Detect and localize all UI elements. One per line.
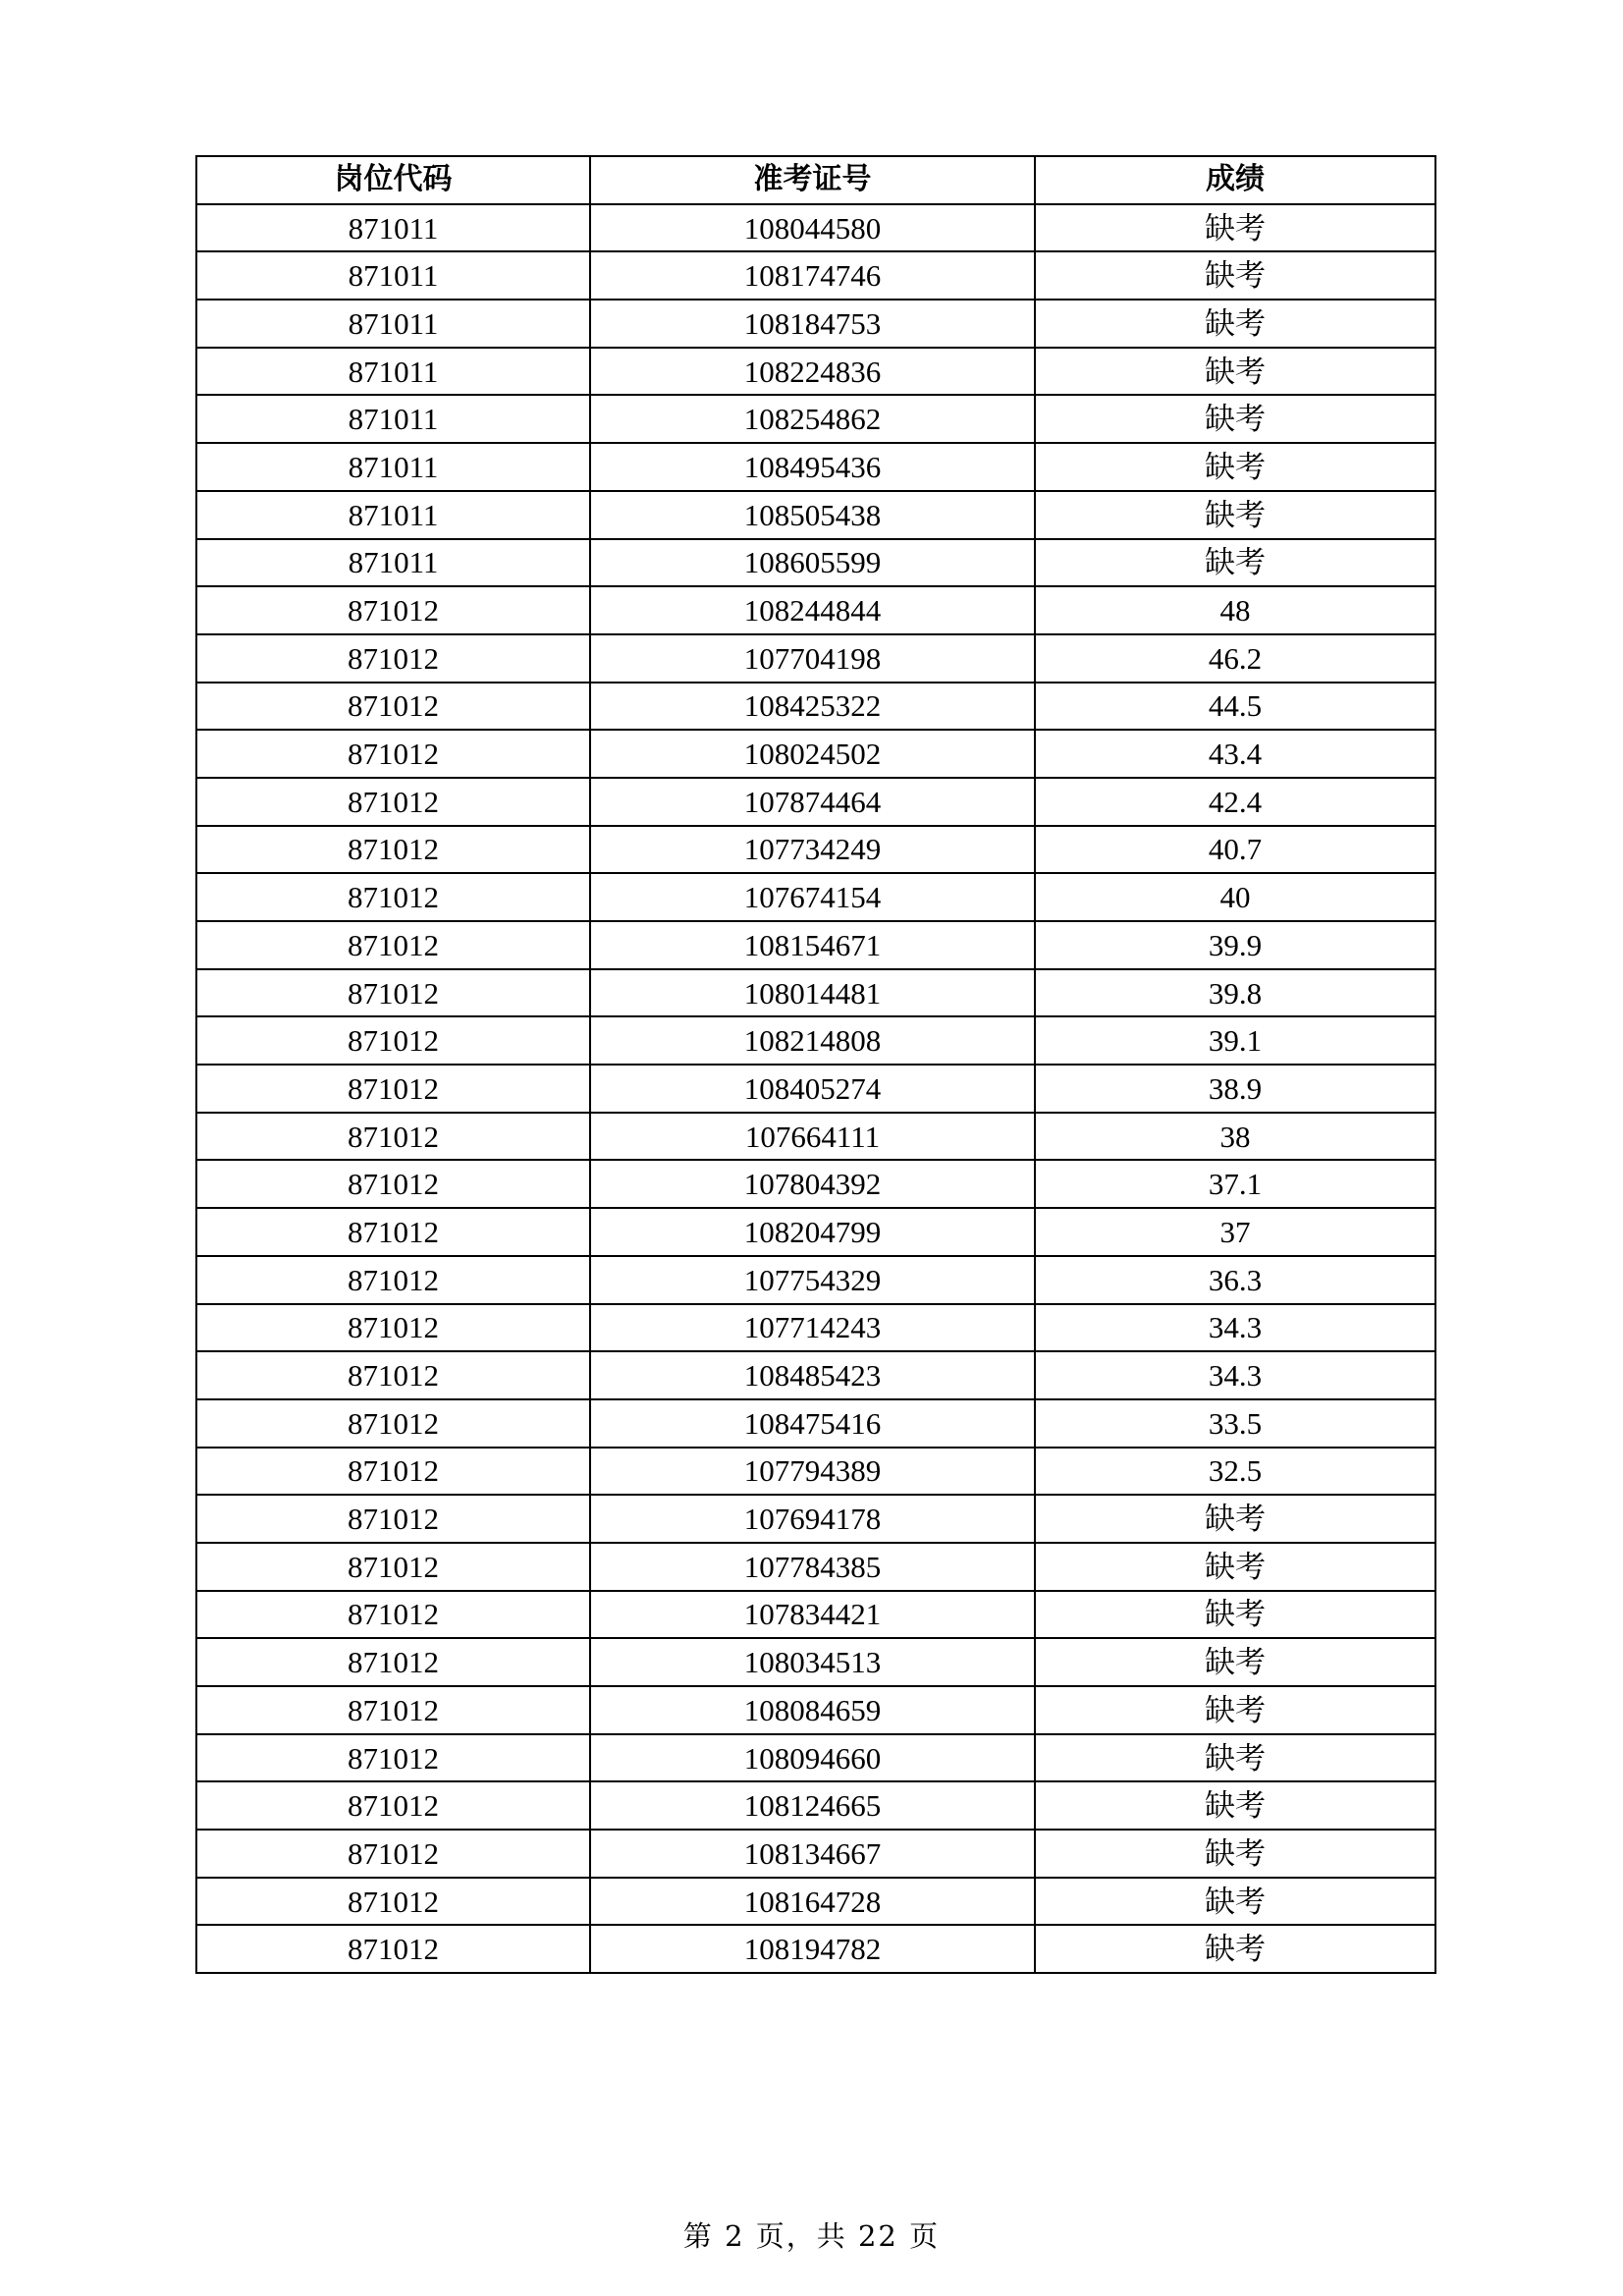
score-cell: 缺考 bbox=[1035, 204, 1435, 252]
score-cell: 缺考 bbox=[1035, 348, 1435, 396]
table-row bbox=[196, 491, 1435, 539]
post-code-cell: 871012 bbox=[196, 1495, 590, 1543]
ticket-number-cell: 108194782 bbox=[590, 1925, 1035, 1973]
table-row bbox=[196, 539, 1435, 587]
ticket-number-cell: 108204799 bbox=[590, 1208, 1035, 1256]
table-row bbox=[196, 1208, 1435, 1256]
post-code-cell: 871012 bbox=[196, 1543, 590, 1591]
score-cell: 32.5 bbox=[1035, 1448, 1435, 1496]
table-row bbox=[196, 1448, 1435, 1496]
ticket-number-cell: 108164728 bbox=[590, 1878, 1035, 1926]
table-row bbox=[196, 1304, 1435, 1352]
score-cell: 34.3 bbox=[1035, 1351, 1435, 1399]
table-row bbox=[196, 1638, 1435, 1686]
ticket-number-cell: 108475416 bbox=[590, 1399, 1035, 1448]
ticket-number-cell: 108485423 bbox=[590, 1351, 1035, 1399]
ticket-number-cell: 107704198 bbox=[590, 634, 1035, 683]
table-row bbox=[196, 683, 1435, 731]
score-cell: 缺考 bbox=[1035, 491, 1435, 539]
table-row bbox=[196, 1543, 1435, 1591]
table-row bbox=[196, 395, 1435, 443]
score-cell: 46.2 bbox=[1035, 634, 1435, 683]
post-code-cell: 871012 bbox=[196, 1734, 590, 1782]
ticket-number-cell: 107694178 bbox=[590, 1495, 1035, 1543]
score-cell: 39.8 bbox=[1035, 969, 1435, 1017]
ticket-number-cell: 108505438 bbox=[590, 491, 1035, 539]
header-score: 成绩 bbox=[1035, 156, 1435, 204]
post-code-cell: 871012 bbox=[196, 1925, 590, 1973]
ticket-number-cell: 107664111 bbox=[590, 1113, 1035, 1161]
ticket-number-cell: 107714243 bbox=[590, 1304, 1035, 1352]
score-cell: 缺考 bbox=[1035, 1734, 1435, 1782]
ticket-number-cell: 108605599 bbox=[590, 539, 1035, 587]
header-post-code: 岗位代码 bbox=[196, 156, 590, 204]
table-row bbox=[196, 1734, 1435, 1782]
table-body bbox=[196, 204, 1435, 1973]
score-cell: 39.1 bbox=[1035, 1016, 1435, 1065]
post-code-cell: 871011 bbox=[196, 491, 590, 539]
ticket-number-cell: 108014481 bbox=[590, 969, 1035, 1017]
post-code-cell: 871012 bbox=[196, 826, 590, 874]
table-row bbox=[196, 1065, 1435, 1113]
ticket-number-cell: 108034513 bbox=[590, 1638, 1035, 1686]
score-cell: 缺考 bbox=[1035, 1686, 1435, 1734]
table-row bbox=[196, 1591, 1435, 1639]
table-row bbox=[196, 634, 1435, 683]
table-row bbox=[196, 1686, 1435, 1734]
score-cell: 缺考 bbox=[1035, 1830, 1435, 1878]
table-row bbox=[196, 826, 1435, 874]
table-row bbox=[196, 1495, 1435, 1543]
ticket-number-cell: 107804392 bbox=[590, 1160, 1035, 1208]
table-row bbox=[196, 873, 1435, 921]
score-table bbox=[195, 155, 1436, 1974]
ticket-number-cell: 107874464 bbox=[590, 778, 1035, 826]
table-row bbox=[196, 1113, 1435, 1161]
post-code-cell: 871012 bbox=[196, 1591, 590, 1639]
post-code-cell: 871012 bbox=[196, 1878, 590, 1926]
post-code-cell: 871011 bbox=[196, 395, 590, 443]
post-code-cell: 871011 bbox=[196, 204, 590, 252]
score-cell: 34.3 bbox=[1035, 1304, 1435, 1352]
ticket-number-cell: 108214808 bbox=[590, 1016, 1035, 1065]
score-cell: 缺考 bbox=[1035, 1878, 1435, 1926]
table-row bbox=[196, 204, 1435, 252]
score-cell: 43.4 bbox=[1035, 730, 1435, 778]
score-cell: 缺考 bbox=[1035, 300, 1435, 348]
ticket-number-cell: 107734249 bbox=[590, 826, 1035, 874]
table-row bbox=[196, 1160, 1435, 1208]
post-code-cell: 871012 bbox=[196, 1256, 590, 1304]
score-cell: 缺考 bbox=[1035, 1591, 1435, 1639]
score-cell: 37 bbox=[1035, 1208, 1435, 1256]
score-cell: 缺考 bbox=[1035, 443, 1435, 491]
ticket-number-cell: 108154671 bbox=[590, 921, 1035, 969]
score-cell: 44.5 bbox=[1035, 683, 1435, 731]
ticket-number-cell: 107674154 bbox=[590, 873, 1035, 921]
post-code-cell: 871012 bbox=[196, 683, 590, 731]
score-cell: 39.9 bbox=[1035, 921, 1435, 969]
post-code-cell: 871011 bbox=[196, 539, 590, 587]
score-cell: 33.5 bbox=[1035, 1399, 1435, 1448]
ticket-number-cell: 108094660 bbox=[590, 1734, 1035, 1782]
score-cell: 37.1 bbox=[1035, 1160, 1435, 1208]
table-row bbox=[196, 1830, 1435, 1878]
post-code-cell: 871012 bbox=[196, 1781, 590, 1830]
post-code-cell: 871012 bbox=[196, 1113, 590, 1161]
post-code-cell: 871011 bbox=[196, 348, 590, 396]
score-cell: 38 bbox=[1035, 1113, 1435, 1161]
score-cell: 36.3 bbox=[1035, 1256, 1435, 1304]
post-code-cell: 871012 bbox=[196, 1304, 590, 1352]
post-code-cell: 871011 bbox=[196, 300, 590, 348]
post-code-cell: 871012 bbox=[196, 1448, 590, 1496]
ticket-number-cell: 107754329 bbox=[590, 1256, 1035, 1304]
score-cell: 40.7 bbox=[1035, 826, 1435, 874]
post-code-cell: 871012 bbox=[196, 1160, 590, 1208]
table-row bbox=[196, 1925, 1435, 1973]
post-code-cell: 871012 bbox=[196, 1830, 590, 1878]
score-cell: 40 bbox=[1035, 873, 1435, 921]
post-code-cell: 871012 bbox=[196, 1208, 590, 1256]
post-code-cell: 871012 bbox=[196, 778, 590, 826]
ticket-number-cell: 108254862 bbox=[590, 395, 1035, 443]
post-code-cell: 871012 bbox=[196, 921, 590, 969]
table-row bbox=[196, 1256, 1435, 1304]
post-code-cell: 871012 bbox=[196, 1351, 590, 1399]
post-code-cell: 871012 bbox=[196, 586, 590, 634]
post-code-cell: 871012 bbox=[196, 634, 590, 683]
post-code-cell: 871011 bbox=[196, 251, 590, 300]
page-number: 第 2 页，共 22 页 bbox=[682, 2219, 941, 2253]
table-row bbox=[196, 730, 1435, 778]
table-row bbox=[196, 443, 1435, 491]
table-row bbox=[196, 969, 1435, 1017]
ticket-number-cell: 108224836 bbox=[590, 348, 1035, 396]
score-cell: 38.9 bbox=[1035, 1065, 1435, 1113]
post-code-cell: 871012 bbox=[196, 1399, 590, 1448]
score-cell: 缺考 bbox=[1035, 1925, 1435, 1973]
score-cell: 缺考 bbox=[1035, 1543, 1435, 1591]
post-code-cell: 871012 bbox=[196, 730, 590, 778]
ticket-number-cell: 108174746 bbox=[590, 251, 1035, 300]
score-cell: 42.4 bbox=[1035, 778, 1435, 826]
table-row bbox=[196, 1781, 1435, 1830]
table-row bbox=[196, 300, 1435, 348]
ticket-number-cell: 108244844 bbox=[590, 586, 1035, 634]
score-cell: 48 bbox=[1035, 586, 1435, 634]
post-code-cell: 871012 bbox=[196, 873, 590, 921]
table-row bbox=[196, 1399, 1435, 1448]
table-row bbox=[196, 778, 1435, 826]
post-code-cell: 871012 bbox=[196, 1686, 590, 1734]
table-row bbox=[196, 251, 1435, 300]
table-header-row bbox=[196, 156, 1435, 204]
post-code-cell: 871012 bbox=[196, 1016, 590, 1065]
ticket-number-cell: 108184753 bbox=[590, 300, 1035, 348]
ticket-number-cell: 108134667 bbox=[590, 1830, 1035, 1878]
post-code-cell: 871011 bbox=[196, 443, 590, 491]
table-row bbox=[196, 348, 1435, 396]
ticket-number-cell: 108495436 bbox=[590, 443, 1035, 491]
table-row bbox=[196, 921, 1435, 969]
score-cell: 缺考 bbox=[1035, 251, 1435, 300]
ticket-number-cell: 108084659 bbox=[590, 1686, 1035, 1734]
table-row bbox=[196, 1016, 1435, 1065]
score-cell: 缺考 bbox=[1035, 1495, 1435, 1543]
ticket-number-cell: 107794389 bbox=[590, 1448, 1035, 1496]
ticket-number-cell: 107834421 bbox=[590, 1591, 1035, 1639]
table-row bbox=[196, 586, 1435, 634]
ticket-number-cell: 108124665 bbox=[590, 1781, 1035, 1830]
header-ticket-number: 准考证号 bbox=[590, 156, 1035, 204]
post-code-cell: 871012 bbox=[196, 1065, 590, 1113]
post-code-cell: 871012 bbox=[196, 1638, 590, 1686]
ticket-number-cell: 108405274 bbox=[590, 1065, 1035, 1113]
ticket-number-cell: 108044580 bbox=[590, 204, 1035, 252]
score-cell: 缺考 bbox=[1035, 1638, 1435, 1686]
score-cell: 缺考 bbox=[1035, 395, 1435, 443]
table-row bbox=[196, 1351, 1435, 1399]
post-code-cell: 871012 bbox=[196, 969, 590, 1017]
score-cell: 缺考 bbox=[1035, 539, 1435, 587]
score-cell: 缺考 bbox=[1035, 1781, 1435, 1830]
table-row bbox=[196, 1878, 1435, 1926]
ticket-number-cell: 107784385 bbox=[590, 1543, 1035, 1591]
ticket-number-cell: 108024502 bbox=[590, 730, 1035, 778]
ticket-number-cell: 108425322 bbox=[590, 683, 1035, 731]
